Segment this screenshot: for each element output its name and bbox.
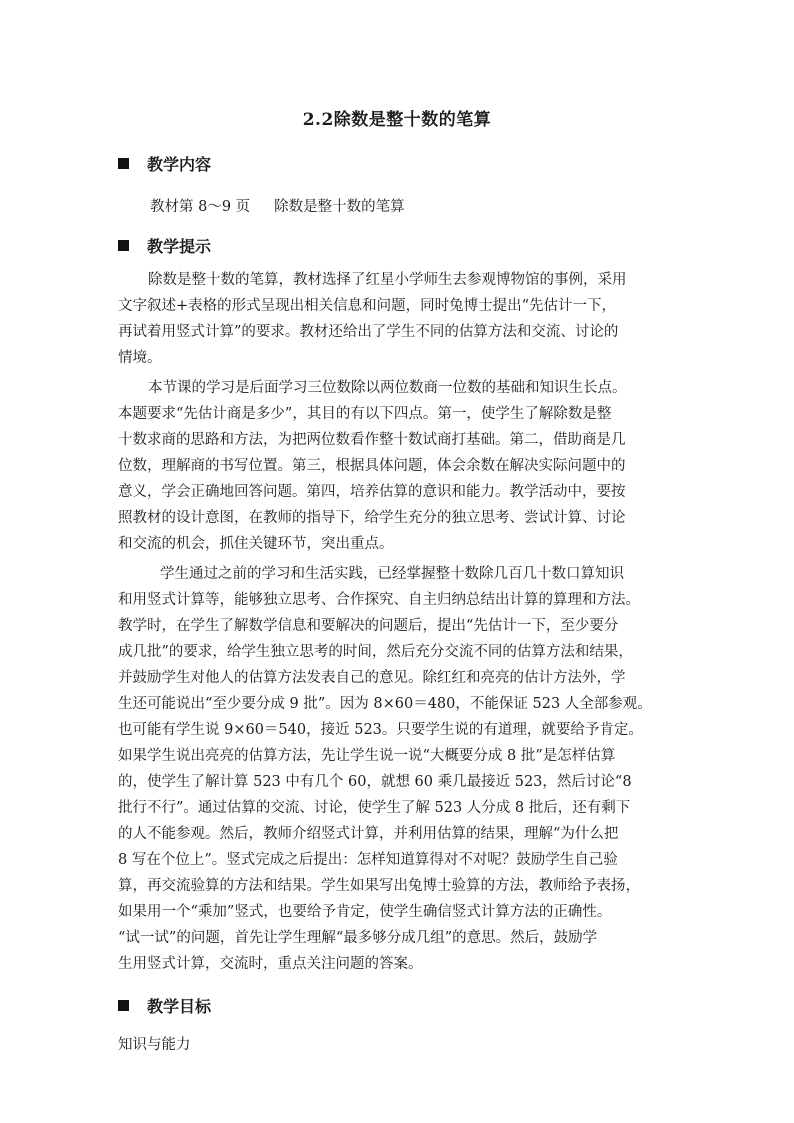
paragraph-line: 批行不行”。通过估算的交流、讨论，使学生了解 523 人分成 8 批后，还有剩下 — [118, 800, 631, 816]
paragraph-line: 除数是整十数的笔算，教材选择了红星小学师生去参观博物馆的事例，采用 — [148, 272, 627, 288]
paragraph-line: 照教材的设计意图，在教师的指导下，给学生充分的独立思考、尝试计算、讨论 — [118, 510, 626, 526]
paragraph-line: 意义，学会正确地回答问题。第四，培养估算的意识和能力。教学活动中，要按 — [118, 484, 626, 500]
paragraph-line: 如果学生说出亮亮的估算方法，先让学生说一说“大概要分成 8 批”是怎样估算 — [118, 748, 616, 764]
paragraph-line: 也可能有学生说 9×60＝540，接近 523。只要学生说的有道理，就要给予肯定。 — [118, 722, 643, 738]
square-bullet-icon — [118, 1000, 129, 1011]
paragraph-line: 位数，理解商的书写位置。第三，根据具体问题，体会余数在解决实际问题中的 — [118, 458, 626, 474]
paragraph-line: 算，再交流验算的方法和结果。学生如果写出兔博士验算的方法，教师给予表扬， — [118, 878, 640, 894]
paragraph-line: 教学时，在学生了解数学信息和要解决的问题后，提出“先估计一下，至少要分 — [118, 618, 619, 634]
paragraph-line: 并鼓励学生对他人的估算方法发表自己的意见。除红红和亮亮的估计方法外，学 — [118, 670, 626, 686]
square-bullet-icon — [118, 240, 129, 251]
paragraph-line: 和交流的机会，抓住关键环节，突出重点。 — [118, 536, 394, 552]
paragraph-line: 成几批”的要求，给学生独立思考的时间，然后充分交流不同的估算方法和结果， — [118, 644, 633, 660]
paragraph-line: 再试着用竖式计算”的要求。教材还给出了学生不同的估算方法和交流、讨论的 — [118, 324, 619, 340]
lesson-topic: 除数是整十数的笔算 — [274, 199, 405, 215]
content-line — [150, 195, 405, 216]
square-bullet-icon — [118, 158, 129, 169]
paragraph-line: 生还可能说出“至少要分成 9 批”。因为 8×60＝480，不能保证 523 人全部参观。 — [118, 696, 652, 712]
section-heading-label: 教学内容 — [147, 155, 212, 174]
paragraph-line: 的，使学生了解计算 523 中有几个 60，就想 60 乘几最接近 523，然后讨论“8 — [118, 774, 632, 790]
page-title: 2.2除数是整十数的笔算 — [302, 110, 492, 130]
paragraph-line: 十数求商的思路和方法，为把两位数看作整十数试商打基础。第二，借助商是几 — [118, 432, 626, 448]
paragraph-line: 生用竖式计算，交流时，重点关注问题的答案。 — [118, 956, 423, 972]
paragraph-line: 学生通过之前的学习和生活实践，已经掌握整十数除几百几十数口算知识 — [160, 566, 624, 582]
paragraph-line: 如果用一个“乘加”竖式，也要给予肯定，使学生确信竖式计算方法的正确性。 — [118, 904, 612, 920]
paragraph-line: 8 写在个位上”。竖式完成之后提出：怎样知道算得对不对呢？鼓励学生自己验 — [118, 852, 618, 868]
paragraph-line: 情境。 — [118, 350, 162, 366]
paragraph-line: “试一试”的问题，首先让学生理解“最多够分成几组”的意思。然后，鼓励学 — [118, 930, 598, 946]
paragraph-line: 的人不能参观。然后，教师介绍竖式计算，并利用估算的结果，理解“为什么把 — [118, 826, 619, 842]
section-heading-label: 教学目标 — [147, 997, 212, 1016]
paragraph-line: 本题要求“先估计商是多少”，其目的有以下四点。第一，使学生了解除数是整 — [118, 406, 612, 422]
subsection-label: 知识与能力 — [118, 1037, 191, 1053]
paragraph-line: 文字叙述+表格的形式呈现出相关信息和问题，同时兔博士提出“先估计一下， — [118, 298, 617, 314]
section-heading-goals — [118, 994, 211, 1017]
section-heading-content — [118, 152, 211, 175]
textbook-pages: 教材第 8～9 页 — [150, 199, 251, 215]
paragraph-line: 本节课的学习是后面学习三位数除以两位数商一位数的基础和知识生长点。 — [148, 380, 627, 396]
section-heading-hints — [118, 234, 211, 257]
paragraph-line: 和用竖式计算等，能够独立思考、合作探究、自主归纳总结出计算的算理和方法。 — [118, 592, 640, 608]
section-heading-label: 教学提示 — [147, 237, 212, 256]
